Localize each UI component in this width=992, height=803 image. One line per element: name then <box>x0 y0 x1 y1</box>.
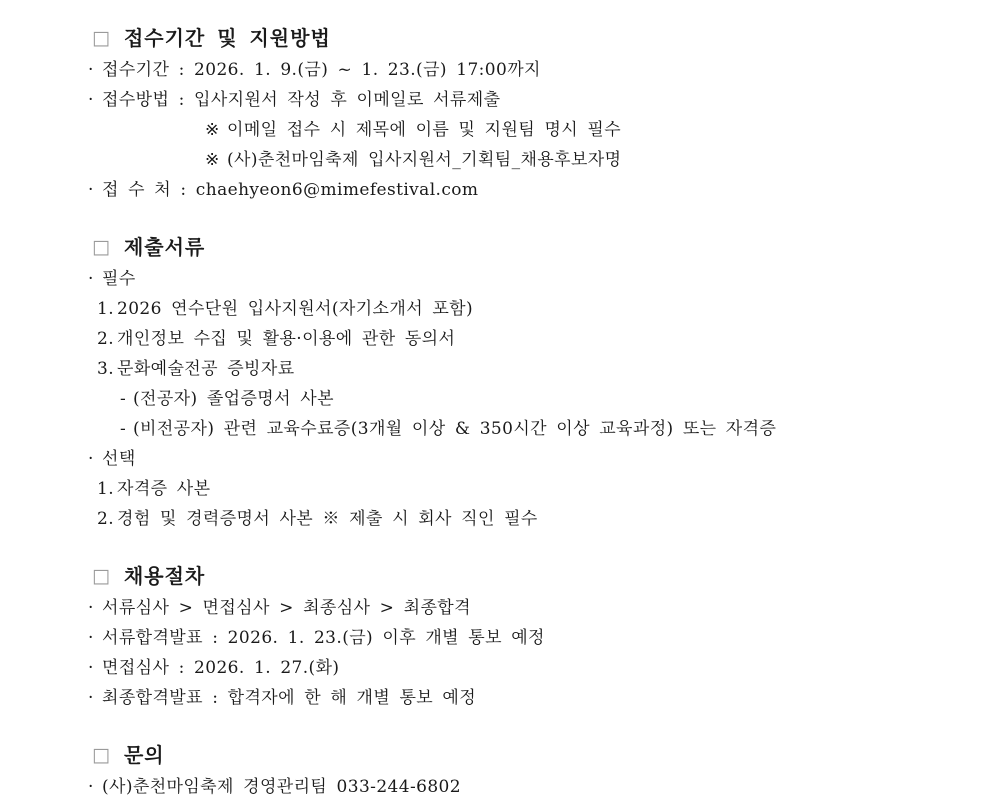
bullet-dot-icon: · <box>88 688 94 708</box>
bullet-dot-icon: · <box>88 180 94 200</box>
section-recruitment-process <box>88 560 962 713</box>
line-text: 필수 <box>102 269 136 289</box>
square-bullet-icon: □ <box>92 236 111 258</box>
section-title <box>88 560 962 593</box>
list-item <box>88 444 962 474</box>
dash-icon: - <box>120 419 127 439</box>
list-item <box>88 414 962 444</box>
list-item <box>88 175 962 205</box>
line-text: 서류심사 > 면접심사 > 최종심사 > 최종합격 <box>102 598 471 618</box>
list-item <box>88 504 962 534</box>
bullet-dot-icon: · <box>88 90 94 110</box>
section-application-period <box>88 22 962 205</box>
list-item <box>88 294 962 324</box>
list-item <box>88 474 962 504</box>
line-text: (사)춘천마임축제 입사지원서_기획팀_채용후보자명 <box>227 150 622 170</box>
list-item <box>88 145 962 175</box>
list-item <box>88 623 962 653</box>
section-title-text: 문의 <box>123 743 165 767</box>
line-text: 접수기간 : 2026. 1. 9.(금) ~ 1. 23.(금) 17:00까지 <box>102 60 541 80</box>
line-text: 문화예술전공 증빙자료 <box>117 359 295 379</box>
line-text-email: 접 수 처 : chaehyeon6@mimefestival.com <box>102 180 479 200</box>
line-text: (전공자) 졸업증명서 사본 <box>133 389 334 409</box>
section-title <box>88 231 962 264</box>
bullet-dot-icon: · <box>88 269 94 289</box>
bullet-dot-icon: · <box>88 777 94 797</box>
list-number: 1. <box>97 299 115 319</box>
section-inquiry <box>88 739 962 802</box>
list-number: 2. <box>97 509 115 529</box>
bullet-dot-icon: · <box>88 598 94 618</box>
reference-mark-icon: ※ <box>205 150 220 170</box>
line-text: 접수방법 : 입사지원서 작성 후 이메일로 서류제출 <box>102 90 501 110</box>
line-text-phone: (사)춘천마임축제 경영관리팀 033-244-6802 <box>102 777 461 797</box>
list-item <box>88 384 962 414</box>
square-bullet-icon: □ <box>92 565 111 587</box>
line-text: 이메일 접수 시 제목에 이름 및 지원팀 명시 필수 <box>227 120 622 140</box>
line-text: 자격증 사본 <box>117 479 211 499</box>
list-number: 1. <box>97 479 115 499</box>
list-item <box>88 593 962 623</box>
line-text: (비전공자) 관련 교육수료증(3개월 이상 & 350시간 이상 교육과정) 또는 자격증 <box>133 419 777 439</box>
line-text: 개인정보 수집 및 활용·이용에 관한 동의서 <box>117 329 456 349</box>
list-number: 2. <box>97 329 115 349</box>
list-number: 3. <box>97 359 115 379</box>
section-submission-documents <box>88 231 962 534</box>
bullet-dot-icon: · <box>88 628 94 648</box>
section-title-text: 채용절차 <box>123 564 206 588</box>
list-item <box>88 85 962 115</box>
line-text: 서류합격발표 : 2026. 1. 23.(금) 이후 개별 통보 예정 <box>102 628 545 648</box>
line-text: 최종합격발표 : 합격자에 한 해 개별 통보 예정 <box>102 688 477 708</box>
list-item <box>88 683 962 713</box>
section-title-text: 제출서류 <box>123 235 206 259</box>
list-item <box>88 115 962 145</box>
bullet-dot-icon: · <box>88 658 94 678</box>
reference-mark-icon: ※ <box>205 120 220 140</box>
list-item <box>88 324 962 354</box>
line-text: 경험 및 경력증명서 사본 ※ 제출 시 회사 직인 필수 <box>117 509 538 529</box>
section-title-text: 접수기간 및 지원방법 <box>123 26 331 50</box>
square-bullet-icon: □ <box>92 27 111 49</box>
list-item <box>88 55 962 85</box>
line-text: 선택 <box>102 449 136 469</box>
section-title <box>88 22 962 55</box>
list-item <box>88 354 962 384</box>
list-item <box>88 653 962 683</box>
line-text: 면접심사 : 2026. 1. 27.(화) <box>102 658 340 678</box>
section-title <box>88 739 962 772</box>
dash-icon: - <box>120 389 127 409</box>
bullet-dot-icon: · <box>88 449 94 469</box>
list-item <box>88 264 962 294</box>
bullet-dot-icon: · <box>88 60 94 80</box>
line-text: 2026 연수단원 입사지원서(자기소개서 포함) <box>117 299 473 319</box>
square-bullet-icon: □ <box>92 744 111 766</box>
list-item <box>88 772 962 802</box>
